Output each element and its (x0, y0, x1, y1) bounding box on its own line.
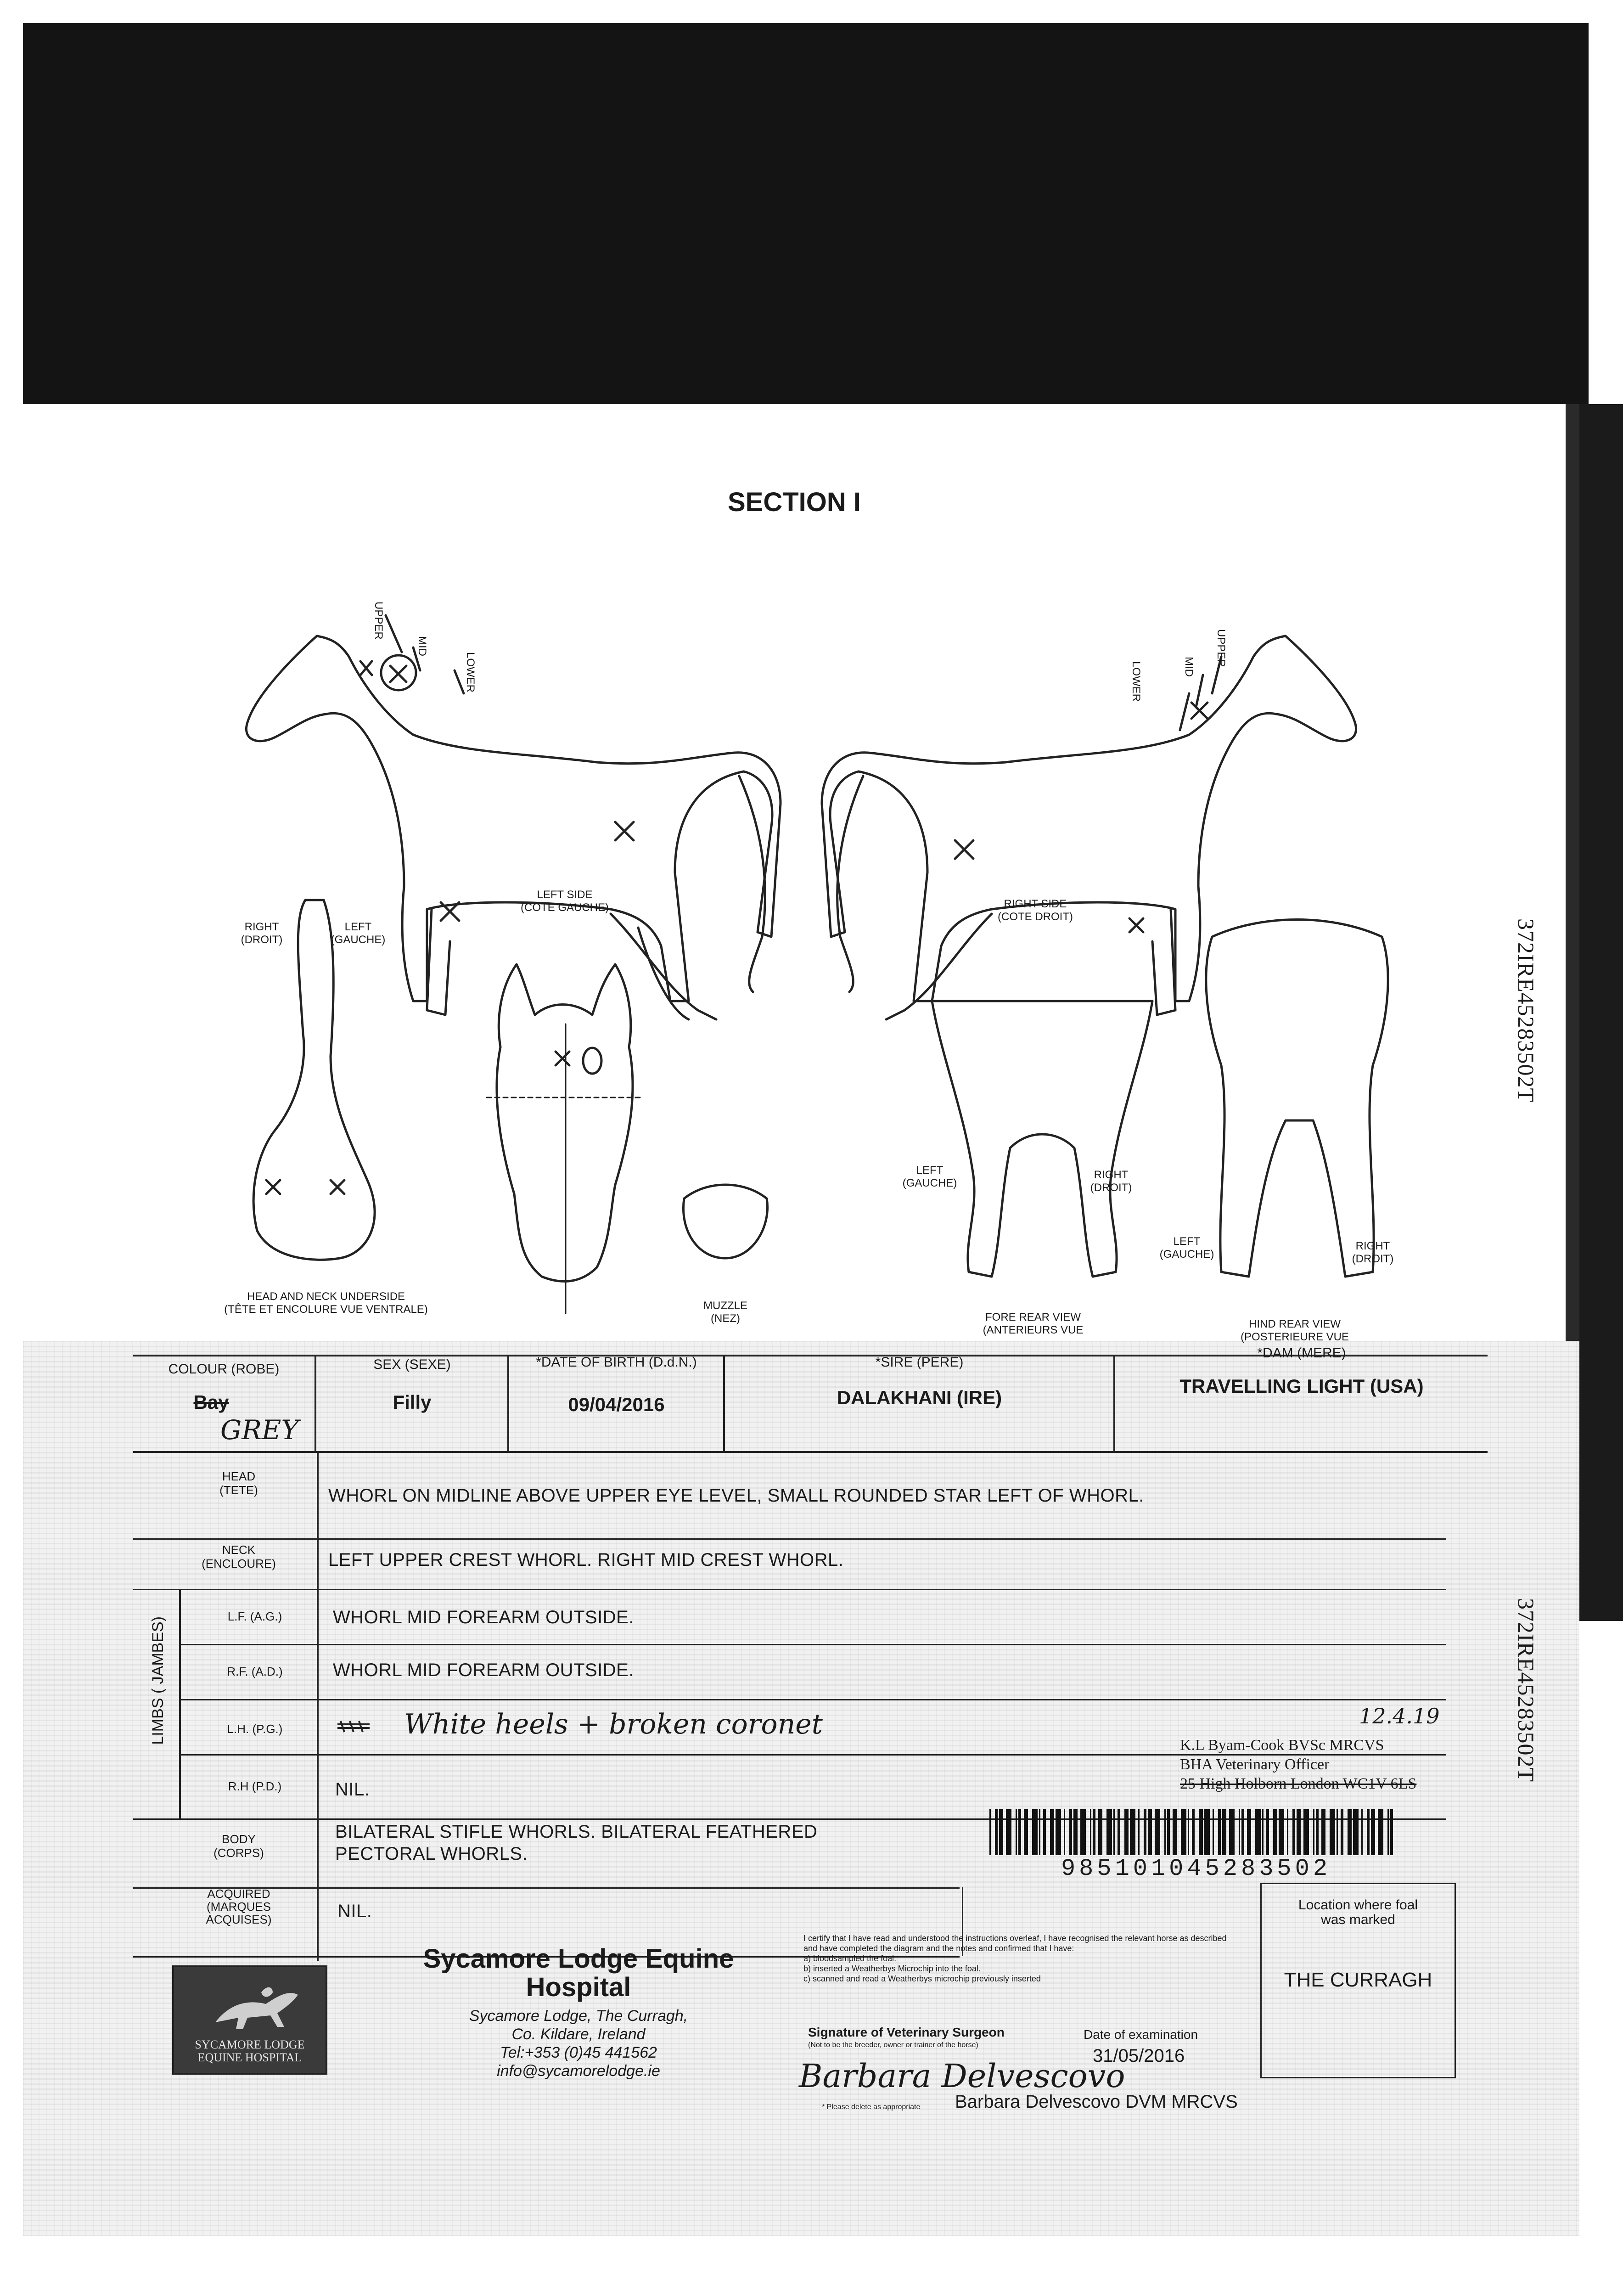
sex-value: Filly (393, 1391, 432, 1413)
barcode-bar (1039, 1809, 1040, 1855)
vet-signature: Barbara Delvescovo (799, 2057, 1125, 2095)
dam-header: *DAM (MERE) (1257, 1345, 1346, 1361)
head-underside-text-fr: (TÊTE ET ENCOLURE VUE VENTRALE) (224, 1303, 428, 1316)
fore-right-text: RIGHT (1094, 1169, 1129, 1181)
lh-label: L.H. (P.G.) (227, 1722, 283, 1736)
barcode-bar (1124, 1809, 1129, 1855)
barcode-bar (1367, 1809, 1370, 1855)
label-muzzle (684, 1300, 767, 1325)
certification-block (803, 1933, 1235, 1984)
label-fore-right (1079, 1169, 1143, 1194)
barcode-bar (1229, 1809, 1235, 1855)
barcode-bar (1138, 1809, 1140, 1855)
label-fore-left (895, 1164, 964, 1190)
barcode-bar (1056, 1809, 1061, 1855)
head-text: WHORL ON MIDLINE ABOVE UPPER EYE LEVEL, SMALL ROUNDED STAR LEFT OF WHORL. (328, 1486, 1144, 1506)
serial-lower: 372IRE45283502T (1513, 1598, 1539, 1783)
head-front-view (487, 964, 643, 1313)
location-box (1260, 1883, 1456, 2078)
barcode-bar (1144, 1809, 1146, 1855)
barcode-bar (1239, 1809, 1240, 1855)
hospital-name: Sycamore Lodge Equine Hospital (423, 1944, 734, 2002)
barcode-bar (1016, 1809, 1017, 1855)
barcode-bar (1181, 1809, 1186, 1855)
label-head-underside (174, 1290, 477, 1316)
hospital-address2: Co. Kildare, Ireland (511, 2026, 646, 2043)
underside-right-text-fr: (DROIT) (241, 934, 283, 946)
exam-date-value: 31/05/2016 (1093, 2046, 1185, 2066)
label-hind-rear (1217, 1318, 1373, 1344)
hind-right-text: RIGHT (1355, 1240, 1390, 1252)
lh-strikeout (335, 1720, 372, 1733)
hospital-logo-text: SYCAMORE LODGE EQUINE HOSPITAL (195, 2038, 305, 2064)
rh-label: R.H (P.D.) (228, 1779, 282, 1793)
barcode-bar (1213, 1809, 1214, 1855)
label-lower-left: LOWER (464, 652, 477, 693)
sire-header: *SIRE (PERE) (875, 1355, 964, 1370)
barcode-bar (1118, 1809, 1120, 1855)
rf-text: WHORL MID FOREARM OUTSIDE. (333, 1660, 634, 1680)
barcode-number: 985101045283502 (1061, 1855, 1331, 1882)
label-upper-left: UPPER (372, 602, 385, 640)
section-title: SECTION I (727, 487, 861, 517)
head-underside-text: HEAD AND NECK UNDERSIDE (247, 1290, 405, 1303)
barcode-bar (1098, 1809, 1102, 1855)
amendment-vet-name: K.L Byam-Cook BVSc MRCVS (1180, 1737, 1384, 1754)
certification-statement: I certify that I have read and understood the instructions overleaf, I have recognised the relevant horse as described and have completed the diagram and the notes and confirmed that I have: (803, 1934, 1227, 1953)
fore-rear-view (932, 1001, 1152, 1277)
barcode-bar (1018, 1809, 1021, 1855)
barcode-bar (1378, 1809, 1383, 1855)
barcode-bar (1106, 1809, 1112, 1855)
barcode-bar (1064, 1809, 1065, 1855)
barcode-bar (1292, 1809, 1295, 1855)
barcode-bar (1164, 1809, 1166, 1855)
fore-right-text-fr: (DROIT) (1090, 1182, 1132, 1194)
rh-text: NIL. (335, 1779, 370, 1800)
certification-a: a) bloodsampled the foal. (803, 1954, 897, 1963)
hospital-logo (172, 1965, 327, 2075)
barcode-bar (1371, 1809, 1375, 1855)
fore-rear-text: FORE REAR VIEW (985, 1311, 1081, 1323)
colour-header: COLOUR (ROBE) (168, 1362, 280, 1377)
signature-note: (Not to be the breeder, owner or trainer of the horse) (808, 2041, 978, 2049)
barcode-bar (1313, 1809, 1314, 1855)
barcode-bar (1199, 1809, 1203, 1855)
barcode-bar (1337, 1809, 1338, 1855)
body-label: BODY (CORPS) (213, 1832, 264, 1860)
left-side-title: LEFT SIDE (537, 889, 593, 901)
underside-right-text: RIGHT (244, 921, 279, 933)
left-side-horse (246, 615, 781, 1019)
sex-header: SEX (SEXE) (373, 1357, 451, 1372)
barcode-bar (1218, 1809, 1221, 1855)
right-side-title-fr: (COTE DROIT) (998, 911, 1073, 923)
barcode-bar (999, 1809, 1003, 1855)
label-upper-right: UPPER (1215, 629, 1227, 667)
barcode-bar (1241, 1809, 1244, 1855)
underside-left-text-fr: (GAUCHE) (331, 934, 386, 946)
barcode-bar (1204, 1809, 1210, 1855)
fore-rear-text-fr: (ANTERIEURS VUE (983, 1324, 1084, 1336)
hind-rear-view (1206, 920, 1388, 1277)
label-underside-left (326, 921, 390, 946)
neck-label: NECK (ENCLOURE) (202, 1543, 276, 1570)
barcode-bar (1297, 1809, 1301, 1855)
hospital-phone: Tel:+353 (0)45 441562 (500, 2044, 657, 2061)
delete-note: * Please delete as appropriate (822, 2103, 921, 2111)
barcode-bar (1330, 1809, 1335, 1855)
barcode-bar (1387, 1809, 1389, 1855)
hind-rear-text-fr: (POSTERIEURE VUE (1240, 1331, 1349, 1343)
barcode-bar (1341, 1809, 1343, 1855)
label-right-side (966, 898, 1104, 923)
head-label: HEAD (TETE) (219, 1469, 258, 1497)
barcode-bar (1353, 1809, 1359, 1855)
barcode-bar (1093, 1809, 1095, 1855)
barcode-bar (1316, 1809, 1319, 1855)
barcode-bar (1287, 1809, 1288, 1855)
location-value: THE CURRAGH (1284, 1969, 1432, 1991)
certification-b: b) inserted a Weatherbys Microchip into the foal. (803, 1964, 981, 1973)
limbs-label: LIMBS ( JAMBES) (149, 1616, 167, 1745)
rf-label: R.F. (A.D.) (227, 1665, 283, 1678)
hind-right-text-fr: (DROIT) (1352, 1253, 1394, 1265)
hind-left-text: LEFT (1173, 1235, 1201, 1248)
muzzle-text-fr: (NEZ) (711, 1312, 740, 1325)
colour-handwritten: GREY (220, 1414, 299, 1446)
location-label: Location where foal was marked (1298, 1897, 1418, 1927)
barcode-bar (1148, 1809, 1152, 1855)
certification-c: c) scanned and read a Weatherbys microchip previously inserted (803, 1974, 1041, 1983)
barcode-bar (1069, 1809, 1072, 1855)
label-fore-rear (955, 1311, 1111, 1337)
fore-left-text: LEFT (916, 1164, 943, 1176)
amendment-stamp (1180, 1736, 1465, 1794)
barcode-bar (1090, 1809, 1091, 1855)
label-lower-right: LOWER (1130, 661, 1142, 702)
barcode-bar (1348, 1809, 1352, 1855)
underside-left-text: LEFT (344, 921, 372, 933)
barcode-bar (1262, 1809, 1264, 1855)
muzzle-text: MUZZLE (703, 1300, 747, 1312)
colour-struck-value: Bay (193, 1391, 229, 1413)
barcode-bar (1173, 1809, 1177, 1855)
barcode-bar (1188, 1809, 1189, 1855)
underside-view (253, 900, 375, 1260)
left-side-title-fr: (COTE GAUCHE) (521, 901, 609, 914)
barcode-bar (1006, 1809, 1011, 1855)
body-text: BILATERAL STIFLE WHORLS. BILATERAL FEATHERED PECTORAL WHORLS. (335, 1822, 818, 1864)
barcode-bar (1073, 1809, 1078, 1855)
right-side-horse (822, 636, 1356, 1019)
hind-left-text-fr: (GAUCHE) (1159, 1248, 1214, 1261)
barcode-bar (1167, 1809, 1170, 1855)
fore-left-text-fr: (GAUCHE) (902, 1177, 957, 1189)
barcode-bar (1273, 1809, 1277, 1855)
label-hind-left (1152, 1235, 1221, 1261)
neck-text: LEFT UPPER CREST WHORL. RIGHT MID CREST WHORL. (328, 1550, 844, 1570)
barcode-bar (1279, 1809, 1284, 1855)
label-hind-right (1341, 1240, 1405, 1266)
barcode-bar (1080, 1809, 1086, 1855)
right-side-title: RIGHT SIDE (1004, 898, 1067, 910)
exam-date-label: Date of examination (1084, 2027, 1198, 2042)
barcode-bar (1192, 1809, 1195, 1855)
lf-label: L.F. (A.G.) (227, 1609, 282, 1623)
barcode-bar (1303, 1809, 1309, 1855)
barcode-bar (1043, 1809, 1046, 1855)
amendment-vet-address: 25 High Holborn London WC1V 6LS (1180, 1775, 1417, 1792)
label-mid-left: MID (416, 636, 428, 656)
lf-text: WHORL MID FOREARM OUTSIDE. (333, 1607, 634, 1627)
barcode-bar (1390, 1809, 1393, 1855)
muzzle-view (683, 1185, 767, 1258)
dam-value: TRAVELLING LIGHT (USA) (1179, 1375, 1424, 1397)
acquired-text: NIL. (337, 1901, 372, 1921)
dob-header: *DATE OF BIRTH (D.d.N.) (536, 1355, 697, 1370)
label-left-side (496, 889, 634, 914)
hospital-email: info@sycamorelodge.ie (497, 2062, 660, 2080)
barcode-bar (1321, 1809, 1325, 1855)
barcode-bar (989, 1809, 991, 1855)
hind-rear-text: HIND REAR VIEW (1248, 1318, 1341, 1330)
barcode-bar (1155, 1809, 1160, 1855)
horse-rider-icon (174, 1967, 326, 2036)
barcode-bar (1255, 1809, 1261, 1855)
vet-name: Barbara Delvescovo DVM MRCVS (955, 2092, 1238, 2112)
barcode-bar (1050, 1809, 1054, 1855)
serial-upper: 372IRE45283502T (1513, 918, 1539, 1103)
sire-value: DALAKHANI (IRE) (837, 1387, 1002, 1408)
barcode-bar (1222, 1809, 1226, 1855)
barcode-bar (1247, 1809, 1251, 1855)
barcode-bar (1361, 1809, 1363, 1855)
lh-text: White heels + broken coronet (404, 1708, 823, 1740)
signature-label: Signature of Veterinary Surgeon (808, 2025, 1005, 2039)
label-underside-right (230, 921, 294, 946)
dob-value: 09/04/2016 (568, 1394, 665, 1415)
barcode (987, 1809, 1400, 1860)
barcode-bar (1113, 1809, 1115, 1855)
barcode-bar (1032, 1809, 1038, 1855)
hospital-address1: Sycamore Lodge, The Curragh, (469, 2007, 688, 2025)
acquired-label: ACQUIRED (MARQUES ACQUISES) (206, 1887, 272, 1926)
barcode-bar (1130, 1809, 1135, 1855)
hospital-address-block (390, 2007, 767, 2080)
label-mid-right: MID (1183, 657, 1195, 677)
barcode-bar (1024, 1809, 1028, 1855)
amendment-date: 12.4.19 (1359, 1704, 1440, 1728)
barcode-bar (995, 1809, 998, 1855)
barcode-bar (1266, 1809, 1269, 1855)
amendment-vet-title: BHA Veterinary Officer (1180, 1756, 1330, 1773)
